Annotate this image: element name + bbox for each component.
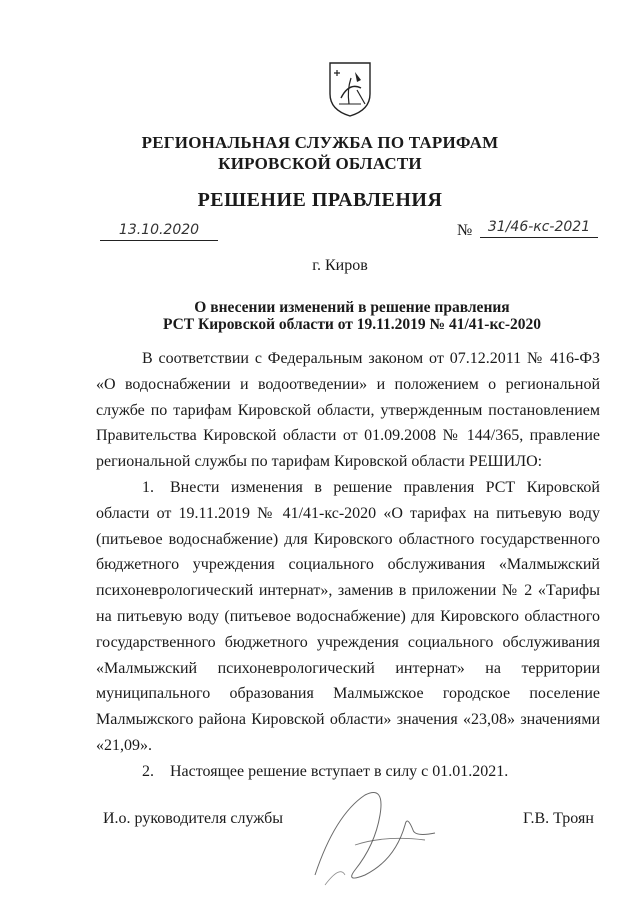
organization-name-line2: КИРОВСКОЙ ОБЛАСТИ — [218, 154, 422, 173]
intro-paragraph: В соответствии с Федеральным законом от 07.12.2011 № 416-ФЗ «О водоснабжении и водоотведении» и положением о региональной службе по тарифам Кировской области, утвержденным постановлением Правительства Кировской области от 01.09.2008 № 144/365, правление региональной службы по тарифам Кировской области РЕШИЛО: — [96, 350, 600, 471]
organization-name-line1: РЕГИОНАЛЬНАЯ СЛУЖБА ПО ТАРИФАМ — [141, 133, 499, 152]
item-1-paragraph: 1. Внести изменения в решение правления РСТ Кировской области от 19.11.2019 № 41/41-кс-2020 «О тарифах на питьевую воду (питьевое водоснабжение) для Кировского областного государственного бюджетного учреждения социального обслуживания «Малмыжский психоневрологический интернат», заменив в приложении № 2 «Тарифы на питьевую воду (питьевое водоснабжение) для Кировского областного государственного бюджетного учреждения социального обслуживания «Малмыжский психоневрологический интернат» на территории муниципального образования Малмыжское городское поселение Малмыжского района Кировской области» значения «23,08» значениями «21,09». — [96, 478, 600, 754]
subject-line1: О внесении изменений в решение правления — [194, 299, 510, 316]
signatory-position: И.о. руководителя службы — [103, 810, 284, 827]
document-body — [96, 346, 600, 785]
number-label: № — [457, 222, 473, 239]
subject-line2: РСТ Кировской области от 19.11.2019 № 41/41-кс-2020 — [162, 316, 542, 333]
city-name: г. Киров — [312, 257, 368, 274]
document-date: 13.10.2020 — [100, 222, 218, 241]
signatory-name: Г.В. Троян — [523, 810, 594, 827]
coat-of-arms-emblem — [327, 60, 373, 118]
handwritten-signature — [295, 775, 465, 895]
document-type-title: РЕШЕНИЕ ПРАВЛЕНИЯ — [197, 189, 443, 211]
item-2-paragraph: 2. Настоящее решение вступает в силу с 01.01.2021. — [142, 762, 509, 780]
document-number: 31/46-кс-2021 — [480, 219, 598, 238]
